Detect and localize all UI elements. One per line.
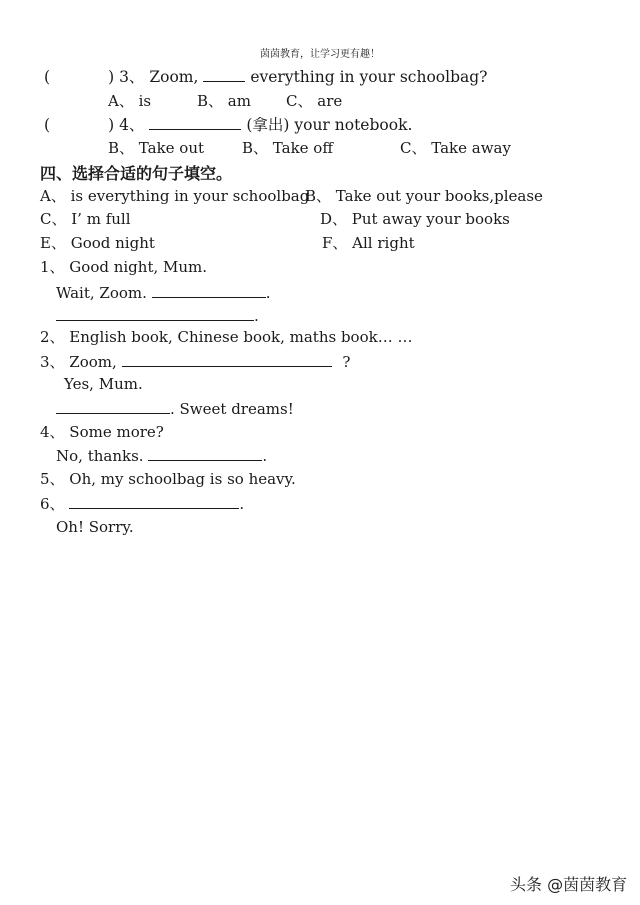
- question-mark: ?: [342, 353, 351, 371]
- question-text-post: your notebook.: [294, 116, 413, 134]
- choice-b: B、 Take out your books,please: [305, 187, 543, 205]
- q3-option-c: C、 are: [286, 92, 343, 110]
- dialogue-6-line-1: [40, 494, 244, 513]
- left-paren: (: [44, 116, 51, 134]
- period: .: [262, 447, 268, 465]
- page-header: 茵茵教育，让学习更有趣！: [260, 49, 380, 60]
- dialogue-text: No, thanks.: [56, 447, 144, 465]
- right-paren: ): [108, 116, 115, 134]
- question-number: 3、: [119, 68, 145, 86]
- period: .: [254, 307, 259, 325]
- answer-blank[interactable]: [203, 67, 245, 82]
- question-4: [44, 115, 412, 135]
- dialogue-2-line-1: 2、 English book, Chinese book, maths book… …: [40, 328, 413, 346]
- question-3: [44, 67, 488, 87]
- dialogue-text: 6、: [40, 495, 65, 513]
- dialogue-4-line-2: [56, 446, 267, 465]
- answer-blank[interactable]: [69, 494, 239, 509]
- left-paren: (: [44, 68, 51, 86]
- choice-a: A、 is everything in your schoolbag: [40, 187, 310, 205]
- right-paren: ): [108, 68, 115, 86]
- dialogue-6-line-2: Oh! Sorry.: [56, 518, 134, 536]
- answer-blank[interactable]: [122, 352, 332, 367]
- period: .: [265, 284, 271, 302]
- chinese-hint: (拿出): [246, 116, 290, 134]
- dialogue-3-line-3: [56, 399, 294, 418]
- dialogue-text: 3、 Zoom,: [40, 353, 117, 371]
- dialogue-1-line-1: 1、 Good night, Mum.: [40, 258, 208, 276]
- dialogue-1-line-3: [56, 306, 259, 325]
- q4-option-a: B、 Take out: [108, 139, 205, 157]
- question-text-pre: Zoom,: [149, 68, 199, 86]
- choice-c: C、 I’ m full: [40, 210, 131, 228]
- answer-blank[interactable]: [148, 446, 262, 461]
- watermark: 头条 @茵茵教育: [510, 875, 628, 894]
- q4-option-b: B、 Take off: [242, 139, 333, 157]
- question-text-post: everything in your schoolbag?: [250, 68, 488, 86]
- choice-e: E、 Good night: [40, 234, 155, 252]
- dialogue-text: . Sweet dreams!: [170, 400, 294, 418]
- answer-blank[interactable]: [56, 399, 170, 414]
- question-number: 4、: [119, 116, 145, 134]
- choice-d: D、 Put away your books: [320, 210, 510, 228]
- answer-blank[interactable]: [149, 115, 241, 130]
- dialogue-5-line-1: 5、 Oh, my schoolbag is so heavy.: [40, 470, 296, 488]
- dialogue-4-line-1: 4、 Some more?: [40, 423, 164, 441]
- dialogue-3-line-1: [40, 352, 350, 371]
- answer-blank[interactable]: [56, 306, 254, 321]
- dialogue-text: Wait, Zoom.: [56, 284, 147, 302]
- answer-blank[interactable]: [152, 283, 266, 298]
- q3-option-b: B、 am: [197, 92, 251, 110]
- q4-option-c: C、 Take away: [400, 139, 511, 157]
- choice-f: F、 All right: [322, 234, 415, 252]
- section-title: 四、选择合适的句子填空。: [40, 164, 233, 183]
- period: .: [239, 495, 245, 513]
- q3-option-a: A、 is: [108, 92, 152, 110]
- dialogue-1-line-2: [56, 283, 270, 302]
- dialogue-3-line-2: Yes, Mum.: [64, 375, 143, 393]
